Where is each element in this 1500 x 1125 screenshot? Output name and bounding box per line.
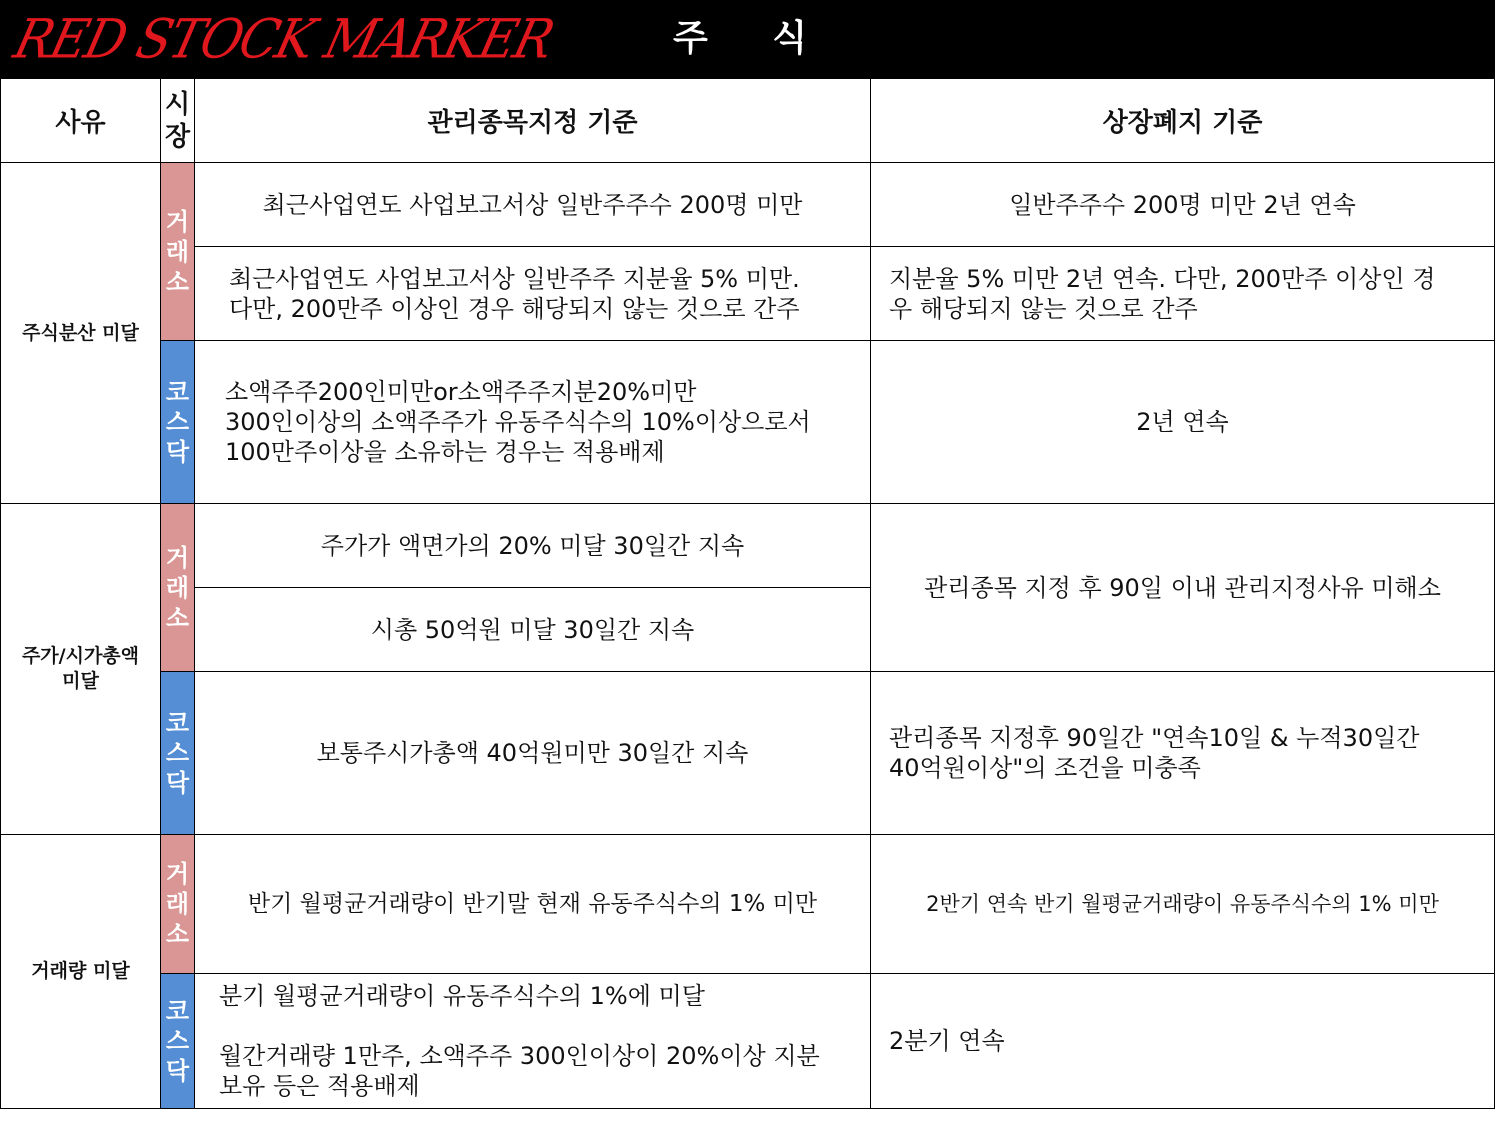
market-kosdaq-label xyxy=(160,340,195,504)
reason-price-cap: 주가/시가총액 미달 xyxy=(0,503,161,835)
price-kosdaq-delist: 관리종목 지정후 90일간 "연속10일 & 누적30일간 40억원이상"의 조건을 미충족 xyxy=(870,671,1495,835)
header-market xyxy=(160,78,195,163)
dispersion-kosdaq-delist: 2년 연속 xyxy=(870,340,1495,504)
market-exchange-label xyxy=(160,503,195,672)
dispersion-kosdaq-criteria: 소액주주200인미만or소액주주지분20%미만 300인이상의 소액주주가 유동주식수의 10%이상으로서 100만주이상을 소유하는 경우는 적용배제 xyxy=(194,340,871,504)
market-kosdaq-text: 코스닥 xyxy=(165,997,190,1085)
dispersion-exchange-criteria-1: 최근사업연도 사업보고서상 일반주주수 200명 미만 xyxy=(194,162,871,247)
market-kosdaq-label xyxy=(160,671,195,835)
market-kosdaq-label xyxy=(160,973,195,1109)
title-bar xyxy=(0,0,1495,78)
dispersion-exchange-delist-2: 지분율 5% 미만 2년 연속. 다만, 200만주 이상인 경 우 해당되지 않는 것으로 간주 xyxy=(870,246,1495,341)
dispersion-exchange-delist-1: 일반주주수 200명 미만 2년 연속 xyxy=(870,162,1495,247)
volume-exchange-delist: 2반기 연속 반기 월평균거래량이 유동주식수의 1% 미만 xyxy=(870,834,1495,974)
volume-kosdaq-criteria xyxy=(194,973,871,1109)
volume-exchange-criteria: 반기 월평균거래량이 반기말 현재 유동주식수의 1% 미만 xyxy=(194,834,871,974)
market-exchange-text: 거래소 xyxy=(165,860,190,948)
market-kosdaq-text: 코스닥 xyxy=(165,378,190,466)
header-designation: 관리종목지정 기준 xyxy=(194,78,871,163)
volume-kosdaq-delist: 2분기 연속 xyxy=(870,973,1495,1109)
page-title: 주 식 xyxy=(672,18,834,59)
price-exchange-delist: 관리종목 지정 후 90일 이내 관리지정사유 미해소 xyxy=(870,503,1495,672)
price-kosdaq-criteria: 보통주시가총액 40억원미만 30일간 지속 xyxy=(194,671,871,835)
volume-kosdaq-criteria-line-1: 분기 월평균거래량이 유동주식수의 1%에 미달 xyxy=(219,982,705,1010)
volume-kosdaq-criteria-line-2: 월간거래량 1만주, 소액주주 300인이상이 20%이상 지분 보유 등은 적용배제 xyxy=(219,1042,820,1100)
market-exchange-label xyxy=(160,834,195,974)
market-exchange-label xyxy=(160,162,195,341)
market-exchange-text: 거래소 xyxy=(165,207,190,296)
price-exchange-criteria-2: 시총 50억원 미달 30일간 지속 xyxy=(194,587,871,672)
header-reason: 사유 xyxy=(0,78,161,163)
market-kosdaq-text: 코스닥 xyxy=(165,709,190,797)
reason-dispersion: 주식분산 미달 xyxy=(0,162,161,504)
brand-logo: RED STOCK MARKER xyxy=(8,7,559,71)
reason-volume: 거래량 미달 xyxy=(0,834,161,1109)
header-delisting: 상장폐지 기준 xyxy=(870,78,1495,163)
dispersion-exchange-criteria-2: 최근사업연도 사업보고서상 일반주주 지분율 5% 미만. 다만, 200만주 이상인 경우 해당되지 않는 것으로 간주 xyxy=(194,246,871,341)
header-market-text: 시장 xyxy=(164,89,191,152)
market-exchange-text: 거래소 xyxy=(165,543,190,632)
price-exchange-criteria-1: 주가가 액면가의 20% 미달 30일간 지속 xyxy=(194,503,871,588)
